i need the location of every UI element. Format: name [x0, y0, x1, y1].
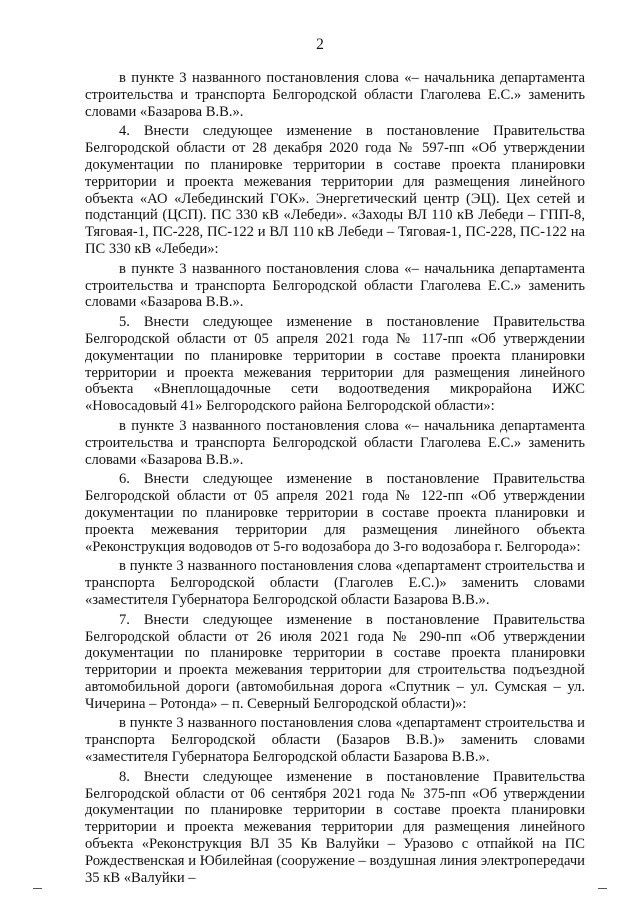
paragraph-5: в пункте 3 названного постановления слова «– начальника департамента строительства и транспорта Белгородской области Глаголева Е.С.» заменить словами «Базарова В.В.».: [85, 417, 585, 468]
paragraph-7: в пункте 3 названного постановления слова «департамент строительства и транспорта Белгородской области (Глаголев Е.С.)» заменить словами «заместителя Губернатора Белгородской области Базарова В.В.».: [85, 558, 585, 608]
paragraph-9: в пункте 3 названного постановления слова «департамент строительства и транспорта Белгородской области (Базаров В.В.)» заменить словами «заместителя Губернатора Белгородской области Базарова В.В.».: [85, 715, 585, 766]
paragraph-item-5: 5. Внести следующее изменение в постановление Правительства Белгородской области от 05 апреля 2021 года № 117-пп «Об утверждении документации по планировке территории в составе проекта планировки территории и проекта межевания территории для размещения линейного объекта «Внеплощадочные сети водоотведения микрорайона ИЖС «Новосадовый 41» Белгородского района Белгородской области»:: [85, 314, 585, 415]
document-body: [85, 70, 585, 886]
paragraph-item-6: 6. Внести следующее изменение в постановление Правительства Белгородской области от 05 апреля 2021 года № 122-пп «Об утверждении документации по планировке территории в составе проекта планировки и проекта межевания территории для размещения линейного объекта «Реконструкция водоводов от 5-го водозабора до 3-го водозабора г. Белгорода»:: [85, 471, 585, 555]
paragraph-item-4: 4. Внести следующее изменение в постановление Правительства Белгородской области от 28 декабря 2020 года № 597-пп «Об утверждении документации по планировке территории в составе проекта планировки территории и проекта межевания территории для размещения линейного объекта «АО «Лебединский ГОК». Энергетический центр (ЭЦ). Цех сетей и подстанций (ЦСП). ПС 330 кВ «Лебеди». «Заходы ВЛ 110 кВ Лебеди – ГПП-8, Тяговая-1, ПС-228, ПС-122 и ВЛ 110 кВ Лебеди – Тяговая-1, ПС-228, ПС-122 на ПС 330 кВ «Лебеди»:: [85, 123, 585, 257]
paragraph-3: в пункте 3 названного постановления слова «– начальника департамента строительства и транспорта Белгородской области Глаголева Е.С.» заменить словами «Базарова В.В.».: [85, 260, 585, 311]
paragraph-1: в пункте 3 названного постановления слова «– начальника департамента строительства и транспорта Белгородской области Глаголева Е.С.» заменить словами «Базарова В.В.».: [85, 70, 585, 120]
scan-mark-right: [598, 888, 607, 889]
scan-mark-left: [33, 888, 42, 889]
paragraph-item-8: 8. Внести следующее изменение в постановление Правительства Белгородской области от 06 сентября 2021 года № 375-пп «Об утверждении документации по планировке территории в составе проекта планировки территории и проекта межевания территории для размещения линейного объекта «Реконструкция ВЛ 35 Кв Валуйки – Уразово с отпайкой на ПС Рождественская и Юбилейная (сооружение – воздушная линия электропередачи 35 кВ «Валуйки –: [85, 768, 585, 886]
paragraph-item-7: 7. Внести следующее изменение в постановление Правительства Белгородской области от 26 июля 2021 года № 290-пп «Об утверждении документации по планировке территории в составе проекта планировки территории и проекта межевания территории для строительства подъездной автомобильной дороги (автомобильная дорога «Спутник – ул. Сумская – ул. Чичерина – Ротонда» – п. Северный Белгородской области)»:: [85, 611, 585, 712]
page-number: 2: [316, 36, 324, 53]
